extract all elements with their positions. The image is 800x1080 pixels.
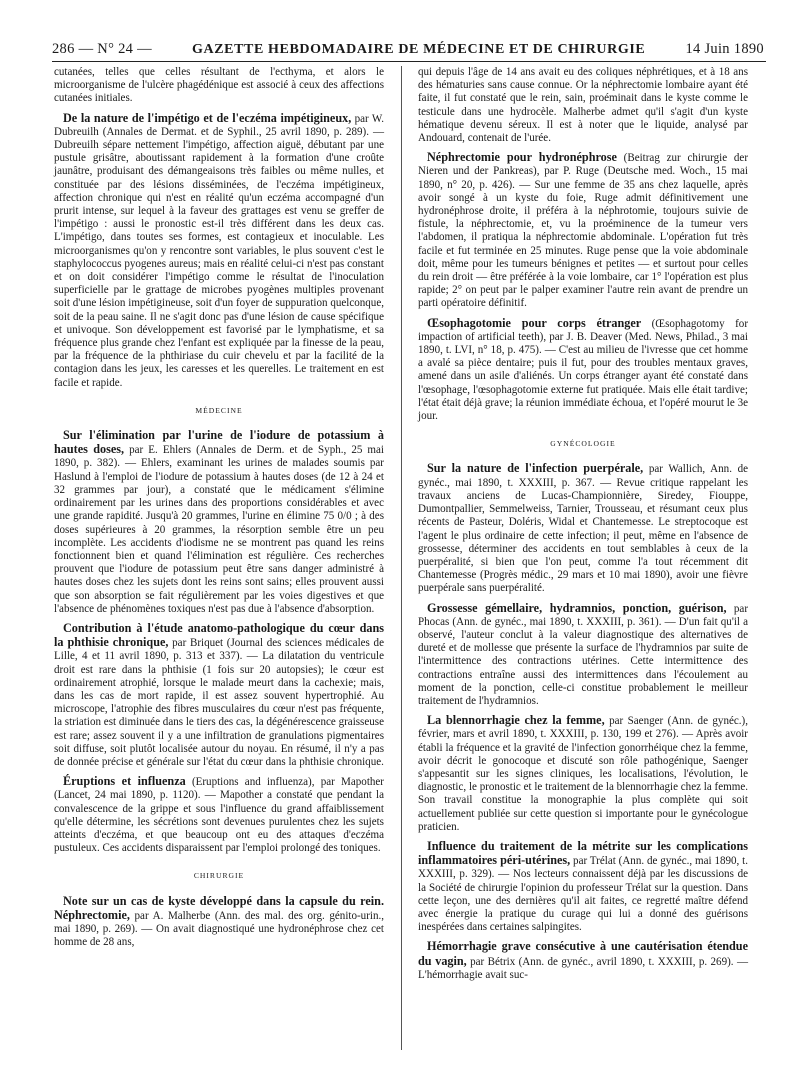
article-title: Sur la nature de l'infection puerpérale, (427, 461, 644, 476)
article-citation: (Beitrag zur chirurgie der Nieren und der Pankreas), par P. Ruge (Deutsche med. Woch., 15 mai 1890, n° 20, p. 426). (418, 152, 748, 191)
article-influenza (54, 775, 384, 855)
article-blennorrhagie (418, 714, 748, 834)
article-body: — Revue critique rappelant les travaux anciens de Lucas-Championnière, Siredey, Fiouppe, Dumontpallier, Semmelweiss, Tarnier, Trousseau, et résumant ceux plus récents de Pasteur, Doléris, Widal et Chantemesse. Le streptocoque est l'agent le plus ordinaire de cette infection; il peut, même en l'absence de grossesse, déterminer des accidents en tout semblables à ceux de la puerpéralité, si bien que l'on peut, comme l'a tout récemment dit Chantemesse (Progrès médic., 29 mars et 10 mai 1890), avoir une fièvre puerpérale sans puerpéralité. (418, 476, 748, 595)
article-citation: par Saenger (Ann. de gynéc.), février, mars et avril 1890, t. XXXIII, p. 130, 199 et 276). (418, 715, 748, 741)
left-column (54, 66, 384, 949)
article-title: Influence du traitement de la métrite sur les complications inflammatoires péri-utérines, (418, 838, 748, 868)
article-title: Hémorrhagie grave consécutive à une cautérisation étendue du vagin, (418, 939, 748, 968)
article-body: — L'hémorrhagie avait suc- (418, 955, 748, 981)
section-heading: CHIRURGIE (193, 871, 245, 881)
section-heading: GYNÉCOLOGIE (550, 439, 616, 449)
article-citation: par W. Dubreuilh (Annales de Dermat. et de Syphil., 25 avril 1890, p. 289). (54, 112, 384, 138)
article-title: La blennorrhagie chez la femme, (427, 713, 605, 728)
continued-paragraph: qui depuis l'âge de 14 ans avait eu des coliques néphrétiques, et à 18 ans des hématuries sans cause connue. Or la néphrectomie lombaire ayant été faite, il fut constaté que le rein, sain, proéminait dans le kyste comme le testicule dans une hydrocèle. Malherbe admet qu'il s'agit d'un kyste hématique devenu séreux. Il est à noter que le liquide, analysé par Andouard, contenait de l'urée. (418, 66, 748, 145)
article-citation: par Briquet (Journal des sciences médicales de Lille, 4 et 11 avril 1890, p. 313 et 337). (54, 637, 384, 663)
article-grossesse-gemellaire (418, 602, 748, 709)
article-nephrectomie (418, 151, 748, 310)
article-citation: par E. Ehlers (Annales de Derm. et de Syph., 25 mai 1890, p. 382). (54, 444, 384, 470)
article-body: — Ehlers, examinant les urines de malades soumis par Haslund à l'emploi de l'iodure de potassium à hautes doses (de 12 à 24 et 32 grammes par jour), a constaté que le médicament s'élimine ordinairement par les urines dans des proportions considérables et avec une grande rapidité. Jusqu'à 20 grammes, l'urine en élimine 75 0/0 ; à des doses supérieures à 20 grammes, la résorption semble être un peu incomplète. Les accidents d'iodisme ne se montrent pas quand les reins fonctionnent bien et quand l'élimination est régulière. Ces recherches prouvent que l'iodure de potassium peut être sans danger administré à hautes doses chez les sujets dont les reins sont sains; elles prouvent aussi que son absorption se fait régulièrement par les voies digestives et que l'absence de phénomènes toxiques n'est pas due à l'absence d'absorption. (54, 457, 384, 615)
issue-date: 14 Juin 1890 (685, 41, 764, 57)
article-citation: par A. Malherbe (Ann. des mal. des org. génito-urin., mai 1890, p. 269). (54, 909, 384, 935)
article-title: Note sur un cas de kyste développé dans la capsule du rein. Néphrectomie, (54, 893, 384, 922)
article-citation: par Wallich, Ann. de gynéc., mai 1890, t. XXXIII, p. 367. (418, 463, 748, 489)
article-title: Éruptions et influenza (63, 774, 186, 789)
article-body: — Après avoir établi la fréquence et la gravité de l'infection gonorrhéique chez la femme, avoir décrit le gonocoque et discuté son rôle pathogénique, Saenger s'appesantit sur les signes cliniques, les localisations, l'évolution, le diagnostic, le pronostic et le traitement de la blennorrhagie chez la femme. Son travail constitue la monographie la plus complète qui soit actuellement publiée sur cette question si importante pour le gynécologue praticien. (418, 728, 748, 833)
article-infection-puerperale (418, 462, 748, 595)
article-title: Contribution à l'étude anatomo-pathologique du cœur dans la phthisie chronique, (54, 620, 384, 650)
article-citation: par Bétrix (Ann. de gynéc., avril 1890, t. XXXIII, p. 269). (466, 955, 734, 968)
article-kyste (54, 895, 384, 950)
article-title: De la nature de l'impétigo et de l'eczéma impétigineux, (63, 110, 352, 125)
article-body: — C'est au milieu de l'ivresse que cet homme a avalé sa pièce dentaire; puis il fut, pour des troubles mentaux graves, amené dans un asile d'aliénés. Un corps étranger ayant été constaté dans l'œsophage, l'œsophagotomie externe fut pratiquée. Mais elle était tardive; l'état était déjà grave; la réunion immédiate échoua, et l'opéré mourut le 3e jour. (418, 344, 748, 423)
article-body: — Nos lecteurs connaissent déjà par les discussions de la Société de chirurgie l'opinion du professeur Trélat sur la question. Dans cette leçon, une des dernières qu'il ait faites, ce regretté maître défend avec énergie la pratique du curage qui lui a donné des guérisons inespérées dans certaines salpingites. (418, 868, 748, 934)
article-phthisie (54, 622, 384, 769)
article-metrite (418, 840, 748, 934)
article-hemorrhagie (418, 940, 748, 982)
article-body: — On avait diagnostiqué une hydronéphrose chez cet homme de 28 ans, (54, 922, 384, 949)
article-iodure (54, 429, 384, 616)
right-column (418, 66, 748, 982)
section-heading: MÉDECINE (195, 405, 243, 415)
running-header (52, 34, 764, 58)
article-body: — La dilatation du ventricule droit est rare dans la phthisie (1 fois sur 20 autopsies); le cœur est ordinairement atrophié, lorsque le malade meurt dans la cachexie; mais, dans les cas de mort rapide, il est assez souvent hypertrophié. Au microscope, l'atrophie des fibres musculaires du cœur n'est pas fréquente, la striation est diminuée dans le tiers des cas, la dégénérescence graisseuse est rare; assez souvent il y a une infiltration de granulations pigmentaires soit diffuse, soit plutôt localisée autour du noyau. En résumé, il n'y a pas de donnée précise et générale sur l'état du cœur dans la phthisie chronique. (54, 650, 384, 768)
article-citation: par Phocas (Ann. de gynéc., mai 1890, t. XXXIII, p. 361). (418, 602, 748, 628)
journal-title: GAZETTE HEBDOMADAIRE DE MÉDECINE ET DE CHIRURGIE (192, 42, 646, 57)
article-body: — Sur une femme de 35 ans chez laquelle, après avoir songé à un kyste du foie, Ruge admit définitivement une hydronéphrose droite, il préféra à la néphrotomie, toujours suivie de fistule, la néphrectomie, et, vu la proéminence de la tumeur vers l'abdomen, il pratiqua la néphrectomie abdominale. L'opération fut très facile et fut terminée en 25 minutes. Ruge pense que la voie abdominale doit, même pour les tumeurs bénignes et petites — et surtout pour celles du rein droit — être préférée à la voie lombaire, car 1° l'opération est plus rapide; 2° on peut par le palper examiner l'autre rein avant de prendre un parti opératoire définitif. (418, 178, 748, 310)
article-body: — Dubreuilh sépare nettement l'impétigo, affection aiguë, débutant par une pustule grisâtre, aboutissant rapidement à la formation d'une croûte jaunâtre, produisant des démangeaisons très faibles ou même nulles, et constituée par des lésions disséminées, de l'eczéma impétigineux, affection chronique qui n'est en réalité qu'un eczéma accompagné d'un prurit intense, sur lequel à la faveur des grattages est venu se greffer de l'impétigo : aussi le pronostic est-il très différent dans les deux cas. L'impétigo, dans toutes ses formes, est contagieux et inoculable. Les microorganismes qu'on y rencontre sont variables, le plus souvent c'est le staphylococcus pyogenes aureus; mais en réalité celui-ci n'est pas constant et on doit considérer l'impétigo comme le résultat de l'inoculation superficielle par le grattage de microbes pyogènes multiples provenant soit d'une lésion impétigineuse, soit d'un foyer de suppuration quelconque, soit de la peau saine. Il ne s'agit donc pas d'une lésion de cause spécifique et univoque. Son développement est favorisé par le lymphatisme, et sa fréquence plus grande chez l'enfant est expliquée par la finesse de la peau, par la fréquence de la phthiriase du cuir chevelu et par la facilité de la contagion dans les jeux, les caresses et les querelles. Le traitement en est facile et rapide. (54, 125, 385, 389)
page-number: 286 — N° 24 — (52, 41, 152, 57)
article-citation: (Eruptions and influenza), par Mapother (Lancet, 24 mai 1890, p. 1120). (54, 776, 384, 802)
header-rule (52, 61, 766, 62)
article-oesophagotomie (418, 317, 748, 424)
article-citation: (Œsophagotomy for impaction of artificial teeth), par J. B. Deaver (Med. News, Philad., 3 mai 1890, t. LVI, n° 18, p. 475). (418, 317, 748, 357)
article-body: — Mapother a constaté que pendant la convalescence de la grippe et sous l'influence du grand affaiblissement qu'elle détermine, les sécrétions sont devenues purulentes chez les sujets atteints d'eczéma, et que beaucoup ont eu des attaques d'eczéma pustuleux. Ces accidents disparaissent par l'emploi prolongé des toniques. (54, 789, 384, 855)
article-impetigo (54, 112, 384, 390)
article-title: Œsophagotomie pour corps étranger (427, 315, 642, 330)
column-divider (401, 66, 402, 1050)
article-title: Grossesse gémellaire, hydramnios, ponction, guérison, (427, 600, 727, 615)
article-body: — D'un fait qu'il a observé, l'auteur conclut à la valeur diagnostique des alternatives de dureté et de mollesse que présente la surface de l'hydramnios par suite de l'intermittence des contractions utérines. Cette intermittence des contractions entraîne aussi des intermittences dans l'écoulement au moment de la ponction, celle-ci constitue probablement le meilleur traitement de l'hydramnios. (418, 615, 748, 707)
continued-paragraph: cutanées, telles que celles résultant de l'ecthyma, et alors le microorganisme de l'ulcère phagédénique est associé à ceux des affections cutanées initiales. (54, 66, 384, 105)
article-title: Sur l'élimination par l'urine de l'iodure de potassium à hautes doses, (54, 428, 384, 457)
article-title: Néphrectomie pour hydronéphrose (427, 150, 617, 165)
article-citation: par Trélat (Ann. de gynéc., mai 1890, t. XXXIII, p. 329). (418, 855, 748, 881)
